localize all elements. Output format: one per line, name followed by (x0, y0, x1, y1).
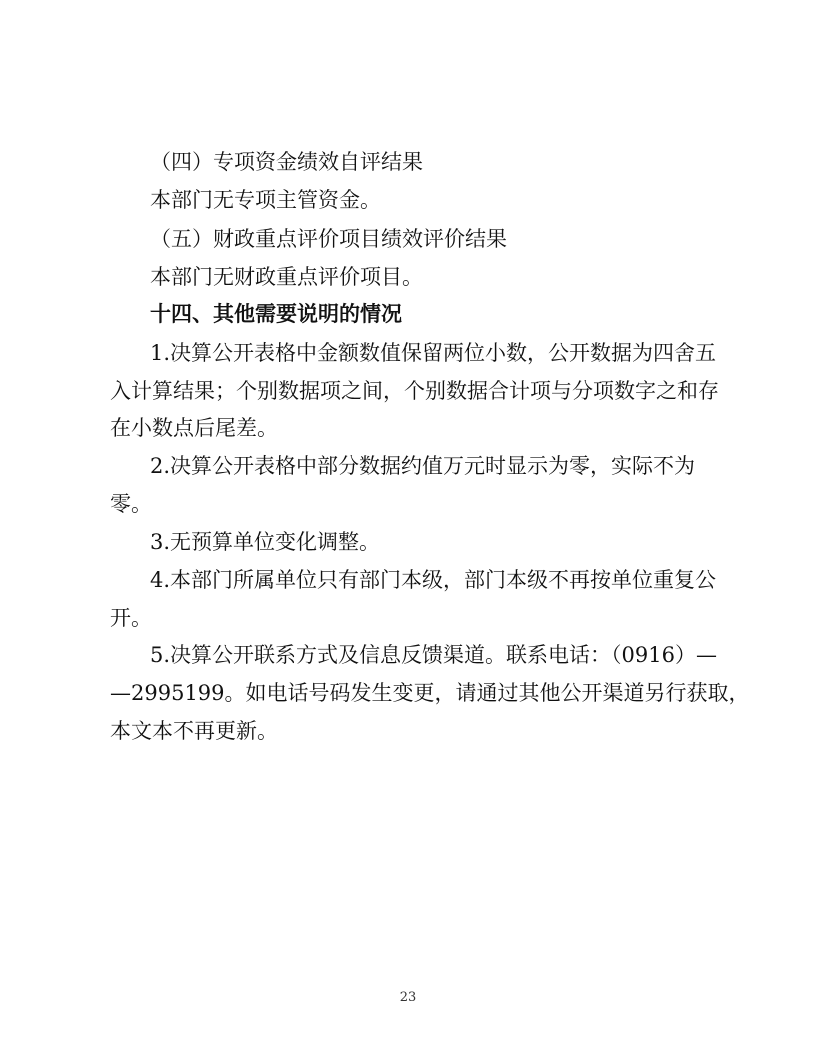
note-2-line-2: 零。 (110, 492, 152, 516)
note-1-line-2: 入计算结果；个别数据项之间，个别数据合计项与分项数字之和存 (110, 379, 719, 403)
note-3: 3.无预算单位变化调整。 (150, 530, 381, 554)
note-4-line-2: 开。 (110, 606, 152, 630)
note-5-line-2: —2995199。如电话号码发生变更，请通过其他公开渠道另行获取， (110, 681, 750, 705)
note-5-line-1: 5.决算公开联系方式及信息反馈渠道。联系电话：（0916）— (150, 643, 717, 667)
subsection-heading-key-evaluation: （五）财政重点评价项目绩效评价结果 (150, 227, 507, 251)
section-heading-other-notes: 十四、其他需要说明的情况 (150, 302, 402, 326)
key-evaluation-text: 本部门无财政重点评价项目。 (150, 265, 423, 289)
note-2-line-1: 2.决算公开表格中部分数据约值万元时显示为零，实际不为 (150, 454, 696, 478)
note-1-line-3: 在小数点后尾差。 (110, 416, 278, 440)
special-funds-text: 本部门无专项主管资金。 (150, 188, 381, 212)
note-5-line-3: 本文本不再更新。 (110, 719, 278, 743)
subsection-heading-special-funds: （四）专项资金绩效自评结果 (150, 150, 423, 174)
page-number: 23 (399, 990, 417, 1005)
note-1-line-1: 1.决算公开表格中金额数值保留两位小数，公开数据为四舍五 (150, 341, 717, 365)
note-4-line-1: 4.本部门所属单位只有部门本级，部门本级不再按单位重复公 (150, 568, 717, 592)
